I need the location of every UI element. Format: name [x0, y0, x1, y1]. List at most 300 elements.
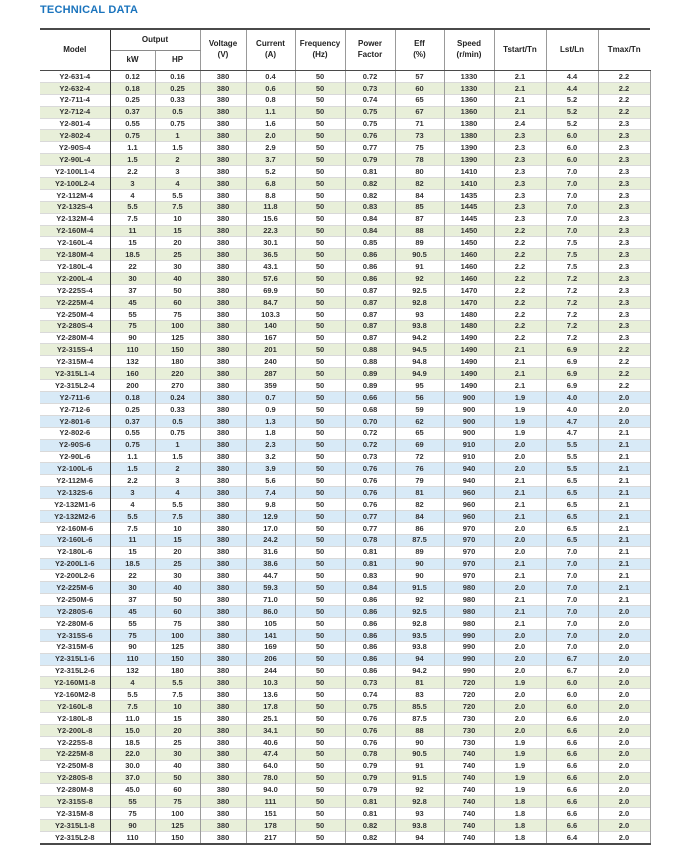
cell-kw: 1.1 — [110, 451, 155, 463]
cell-model: Y2-180M-4 — [40, 249, 110, 261]
cell-eff: 75 — [395, 142, 444, 154]
cell-speed: 1490 — [444, 380, 494, 392]
cell-kw: 160 — [110, 368, 155, 380]
cell-eff: 90 — [395, 558, 444, 570]
cell-speed: 1460 — [444, 273, 494, 285]
cell-kw: 0.55 — [110, 427, 155, 439]
cell-voltage: 380 — [200, 736, 246, 748]
cell-voltage: 380 — [200, 617, 246, 629]
cell-frequency: 50 — [295, 582, 345, 594]
table-row — [40, 403, 650, 415]
cell-current: 201 — [246, 344, 295, 356]
cell-eff: 65 — [395, 94, 444, 106]
cell-hp: 75 — [155, 617, 200, 629]
cell-tmax: 2.0 — [598, 832, 650, 844]
cell-current: 59.3 — [246, 582, 295, 594]
cell-lst: 6.7 — [546, 665, 598, 677]
cell-tmax: 2.3 — [598, 154, 650, 166]
table-row — [40, 439, 650, 451]
cell-frequency: 50 — [295, 475, 345, 487]
table-row — [40, 213, 650, 225]
table-row — [40, 249, 650, 261]
cell-tmax: 2.0 — [598, 665, 650, 677]
cell-current: 206 — [246, 653, 295, 665]
cell-speed: 1480 — [444, 308, 494, 320]
cell-tmax: 2.1 — [598, 510, 650, 522]
cell-tmax: 2.3 — [598, 189, 650, 201]
cell-kw: 11.0 — [110, 713, 155, 725]
cell-eff: 87.5 — [395, 713, 444, 725]
cell-tstart: 2.1 — [494, 606, 546, 618]
cell-tstart: 1.9 — [494, 392, 546, 404]
cell-eff: 86 — [395, 522, 444, 534]
cell-hp: 150 — [155, 653, 200, 665]
cell-lst: 4.7 — [546, 415, 598, 427]
cell-power_factor: 0.76 — [345, 463, 395, 475]
cell-lst: 7.0 — [546, 594, 598, 606]
cell-speed: 990 — [444, 629, 494, 641]
cell-model: Y2-315S-8 — [40, 796, 110, 808]
cell-model: Y2-315L2-4 — [40, 380, 110, 392]
cell-frequency: 50 — [295, 522, 345, 534]
cell-lst: 6.6 — [546, 736, 598, 748]
cell-power_factor: 0.76 — [345, 724, 395, 736]
cell-eff: 93.5 — [395, 629, 444, 641]
cell-tstart: 2.3 — [494, 178, 546, 190]
cell-hp: 40 — [155, 760, 200, 772]
cell-current: 287 — [246, 368, 295, 380]
cell-speed: 970 — [444, 534, 494, 546]
cell-tstart: 2.1 — [494, 617, 546, 629]
cell-voltage: 380 — [200, 249, 246, 261]
cell-current: 0.6 — [246, 82, 295, 94]
table-row — [40, 629, 650, 641]
table-row — [40, 594, 650, 606]
cell-lst: 6.5 — [546, 475, 598, 487]
cell-speed: 1445 — [444, 201, 494, 213]
table-row — [40, 760, 650, 772]
cell-kw: 22 — [110, 261, 155, 273]
cell-model: Y2-225S-4 — [40, 285, 110, 297]
cell-power_factor: 0.76 — [345, 475, 395, 487]
cell-model: Y2-315M-4 — [40, 356, 110, 368]
cell-current: 6.8 — [246, 178, 295, 190]
cell-current: 44.7 — [246, 570, 295, 582]
cell-frequency: 50 — [295, 118, 345, 130]
cell-frequency: 50 — [295, 392, 345, 404]
cell-model: Y2-280S-4 — [40, 320, 110, 332]
col-header-voltage-line1: Voltage — [208, 39, 238, 49]
table-row — [40, 237, 650, 249]
cell-lst: 7.0 — [546, 641, 598, 653]
col-header-voltage-line2: (V) — [217, 50, 229, 59]
cell-frequency: 50 — [295, 368, 345, 380]
table-row — [40, 510, 650, 522]
cell-current: 0.8 — [246, 94, 295, 106]
cell-speed: 740 — [444, 832, 494, 844]
cell-eff: 83 — [395, 689, 444, 701]
cell-kw: 0.55 — [110, 118, 155, 130]
cell-model: Y2-160M1-8 — [40, 677, 110, 689]
cell-tmax: 2.1 — [598, 451, 650, 463]
cell-model: Y2-180L-4 — [40, 261, 110, 273]
cell-frequency: 50 — [295, 213, 345, 225]
cell-current: 17.0 — [246, 522, 295, 534]
cell-current: 2.9 — [246, 142, 295, 154]
cell-eff: 78 — [395, 154, 444, 166]
cell-current: 9.8 — [246, 499, 295, 511]
cell-power_factor: 0.81 — [345, 808, 395, 820]
cell-current: 24.2 — [246, 534, 295, 546]
cell-current: 43.1 — [246, 261, 295, 273]
cell-model: Y2-250M-6 — [40, 594, 110, 606]
cell-tmax: 2.2 — [598, 106, 650, 118]
cell-hp: 20 — [155, 237, 200, 249]
cell-kw: 0.75 — [110, 130, 155, 142]
cell-tmax: 2.2 — [598, 356, 650, 368]
cell-eff: 90 — [395, 570, 444, 582]
cell-speed: 990 — [444, 641, 494, 653]
cell-model: Y2-90L-6 — [40, 451, 110, 463]
cell-tstart: 2.0 — [494, 724, 546, 736]
cell-kw: 22.0 — [110, 748, 155, 760]
cell-power_factor: 0.84 — [345, 582, 395, 594]
cell-power_factor: 0.77 — [345, 522, 395, 534]
cell-lst: 7.5 — [546, 261, 598, 273]
cell-frequency: 50 — [295, 439, 345, 451]
cell-lst: 7.0 — [546, 617, 598, 629]
cell-kw: 15.0 — [110, 724, 155, 736]
cell-tstart: 2.1 — [494, 570, 546, 582]
cell-model: Y2-315L1-4 — [40, 368, 110, 380]
cell-power_factor: 0.76 — [345, 130, 395, 142]
cell-power_factor: 0.76 — [345, 736, 395, 748]
cell-lst: 6.6 — [546, 784, 598, 796]
cell-current: 8.8 — [246, 189, 295, 201]
table-row — [40, 380, 650, 392]
col-header-frequency-line2: (Hz) — [312, 50, 328, 59]
cell-speed: 730 — [444, 724, 494, 736]
cell-eff: 73 — [395, 130, 444, 142]
cell-speed: 990 — [444, 665, 494, 677]
cell-speed: 980 — [444, 617, 494, 629]
cell-hp: 60 — [155, 296, 200, 308]
cell-lst: 7.0 — [546, 166, 598, 178]
col-header-output-label: Output — [141, 34, 169, 44]
table-row — [40, 392, 650, 404]
cell-frequency: 50 — [295, 665, 345, 677]
cell-hp: 25 — [155, 558, 200, 570]
cell-hp: 125 — [155, 332, 200, 344]
cell-hp: 3 — [155, 475, 200, 487]
col-header-speed-line1: Speed — [456, 39, 481, 49]
cell-tstart: 1.9 — [494, 736, 546, 748]
cell-lst: 7.0 — [546, 178, 598, 190]
cell-model: Y2-250M-4 — [40, 308, 110, 320]
cell-power_factor: 0.72 — [345, 71, 395, 83]
cell-model: Y2-132M1-6 — [40, 499, 110, 511]
cell-lst: 6.9 — [546, 344, 598, 356]
cell-power_factor: 0.86 — [345, 606, 395, 618]
table-row — [40, 808, 650, 820]
cell-eff: 72 — [395, 451, 444, 463]
cell-power_factor: 0.75 — [345, 118, 395, 130]
cell-speed: 940 — [444, 475, 494, 487]
cell-model: Y2-315M-6 — [40, 641, 110, 653]
cell-frequency: 50 — [295, 808, 345, 820]
cell-kw: 7.5 — [110, 213, 155, 225]
cell-tstart: 2.0 — [494, 653, 546, 665]
cell-speed: 1360 — [444, 94, 494, 106]
cell-kw: 5.5 — [110, 201, 155, 213]
cell-eff: 94.2 — [395, 332, 444, 344]
cell-current: 0.9 — [246, 403, 295, 415]
table-row — [40, 118, 650, 130]
cell-hp: 180 — [155, 356, 200, 368]
cell-lst: 4.0 — [546, 392, 598, 404]
cell-eff: 90.5 — [395, 249, 444, 261]
cell-power_factor: 0.86 — [345, 273, 395, 285]
cell-frequency: 50 — [295, 689, 345, 701]
cell-frequency: 50 — [295, 142, 345, 154]
cell-power_factor: 0.87 — [345, 332, 395, 344]
table-header — [40, 29, 650, 71]
cell-tmax: 2.2 — [598, 344, 650, 356]
cell-tstart: 2.2 — [494, 308, 546, 320]
cell-current: 0.4 — [246, 71, 295, 83]
table-row — [40, 665, 650, 677]
cell-lst: 6.6 — [546, 772, 598, 784]
cell-hp: 7.5 — [155, 689, 200, 701]
cell-speed: 1470 — [444, 285, 494, 297]
cell-tmax: 2.0 — [598, 760, 650, 772]
cell-frequency: 50 — [295, 178, 345, 190]
cell-current: 169 — [246, 641, 295, 653]
cell-voltage: 380 — [200, 713, 246, 725]
cell-model: Y2-160L-4 — [40, 237, 110, 249]
cell-kw: 90 — [110, 820, 155, 832]
cell-current: 5.6 — [246, 475, 295, 487]
cell-tmax: 2.1 — [598, 475, 650, 487]
cell-voltage: 380 — [200, 475, 246, 487]
table-row — [40, 320, 650, 332]
cell-tstart: 2.3 — [494, 213, 546, 225]
cell-current: 244 — [246, 665, 295, 677]
col-header-current-line2: (A) — [264, 50, 277, 59]
cell-frequency: 50 — [295, 94, 345, 106]
cell-tstart: 1.8 — [494, 832, 546, 844]
cell-power_factor: 0.86 — [345, 665, 395, 677]
cell-lst: 5.5 — [546, 463, 598, 475]
table-row — [40, 415, 650, 427]
col-header-speed — [444, 29, 494, 71]
cell-tstart: 1.9 — [494, 772, 546, 784]
cell-hp: 15 — [155, 713, 200, 725]
cell-eff: 91.5 — [395, 582, 444, 594]
cell-kw: 7.5 — [110, 522, 155, 534]
cell-eff: 89 — [395, 237, 444, 249]
cell-power_factor: 0.79 — [345, 760, 395, 772]
cell-hp: 10 — [155, 701, 200, 713]
cell-speed: 740 — [444, 760, 494, 772]
cell-speed: 1490 — [444, 368, 494, 380]
cell-eff: 95 — [395, 380, 444, 392]
cell-frequency: 50 — [295, 570, 345, 582]
cell-tmax: 2.1 — [598, 546, 650, 558]
table-row — [40, 796, 650, 808]
cell-current: 64.0 — [246, 760, 295, 772]
cell-kw: 37 — [110, 285, 155, 297]
cell-tmax: 2.0 — [598, 820, 650, 832]
cell-tmax: 2.2 — [598, 82, 650, 94]
cell-speed: 1480 — [444, 320, 494, 332]
cell-hp: 180 — [155, 665, 200, 677]
cell-tstart: 2.3 — [494, 154, 546, 166]
cell-tmax: 2.2 — [598, 94, 650, 106]
cell-eff: 85 — [395, 201, 444, 213]
cell-tstart: 1.9 — [494, 427, 546, 439]
cell-frequency: 50 — [295, 677, 345, 689]
cell-model: Y2-315L1-6 — [40, 653, 110, 665]
table-row — [40, 772, 650, 784]
cell-lst: 7.2 — [546, 285, 598, 297]
cell-frequency: 50 — [295, 356, 345, 368]
cell-lst: 7.0 — [546, 606, 598, 618]
col-header-model — [40, 29, 110, 71]
cell-lst: 7.5 — [546, 237, 598, 249]
cell-voltage: 380 — [200, 522, 246, 534]
cell-power_factor: 0.79 — [345, 154, 395, 166]
cell-speed: 740 — [444, 820, 494, 832]
table-row — [40, 677, 650, 689]
col-header-power-factor — [345, 29, 395, 71]
cell-kw: 5.5 — [110, 689, 155, 701]
cell-model: Y2-132M-4 — [40, 213, 110, 225]
cell-voltage: 380 — [200, 273, 246, 285]
table-row — [40, 522, 650, 534]
cell-eff: 62 — [395, 415, 444, 427]
table-row — [40, 356, 650, 368]
cell-hp: 15 — [155, 225, 200, 237]
cell-power_factor: 0.66 — [345, 392, 395, 404]
cell-eff: 93 — [395, 808, 444, 820]
cell-eff: 87 — [395, 213, 444, 225]
cell-lst: 5.5 — [546, 451, 598, 463]
cell-frequency: 50 — [295, 499, 345, 511]
cell-speed: 1490 — [444, 332, 494, 344]
cell-speed: 720 — [444, 677, 494, 689]
col-header-tstart — [494, 29, 546, 71]
cell-eff: 69 — [395, 439, 444, 451]
col-header-eff — [395, 29, 444, 71]
table-row — [40, 261, 650, 273]
cell-model: Y2-315M-8 — [40, 808, 110, 820]
cell-kw: 55 — [110, 617, 155, 629]
cell-model: Y2-711-4 — [40, 94, 110, 106]
cell-tstart: 2.1 — [494, 344, 546, 356]
cell-power_factor: 0.81 — [345, 546, 395, 558]
cell-eff: 92.8 — [395, 796, 444, 808]
cell-model: Y2-280M-4 — [40, 332, 110, 344]
cell-speed: 900 — [444, 427, 494, 439]
table-row — [40, 368, 650, 380]
cell-voltage: 380 — [200, 724, 246, 736]
cell-speed: 970 — [444, 570, 494, 582]
cell-kw: 4 — [110, 499, 155, 511]
cell-hp: 0.24 — [155, 392, 200, 404]
cell-power_factor: 0.75 — [345, 701, 395, 713]
table-row — [40, 427, 650, 439]
cell-voltage: 380 — [200, 213, 246, 225]
cell-speed: 910 — [444, 451, 494, 463]
cell-eff: 79 — [395, 475, 444, 487]
cell-voltage: 380 — [200, 130, 246, 142]
cell-eff: 92 — [395, 784, 444, 796]
table-row — [40, 713, 650, 725]
cell-hp: 0.33 — [155, 94, 200, 106]
cell-hp: 3 — [155, 166, 200, 178]
cell-current: 69.9 — [246, 285, 295, 297]
cell-current: 17.8 — [246, 701, 295, 713]
cell-hp: 30 — [155, 570, 200, 582]
cell-speed: 740 — [444, 784, 494, 796]
table-row — [40, 487, 650, 499]
cell-tstart: 2.2 — [494, 296, 546, 308]
cell-lst: 7.2 — [546, 320, 598, 332]
cell-voltage: 380 — [200, 392, 246, 404]
cell-tmax: 2.0 — [598, 653, 650, 665]
cell-lst: 7.0 — [546, 558, 598, 570]
cell-model: Y2-132S-4 — [40, 201, 110, 213]
cell-frequency: 50 — [295, 154, 345, 166]
cell-tmax: 2.1 — [598, 558, 650, 570]
cell-current: 86.0 — [246, 606, 295, 618]
cell-tstart: 2.0 — [494, 463, 546, 475]
cell-kw: 18.5 — [110, 249, 155, 261]
cell-voltage: 380 — [200, 570, 246, 582]
cell-lst: 4.4 — [546, 71, 598, 83]
cell-tmax: 2.0 — [598, 606, 650, 618]
cell-model: Y2-90S-6 — [40, 439, 110, 451]
cell-lst: 6.6 — [546, 808, 598, 820]
cell-tmax: 2.0 — [598, 772, 650, 784]
cell-tmax: 2.3 — [598, 296, 650, 308]
cell-eff: 87.5 — [395, 534, 444, 546]
cell-current: 2.0 — [246, 130, 295, 142]
cell-speed: 980 — [444, 594, 494, 606]
cell-kw: 75 — [110, 629, 155, 641]
cell-model: Y2-200L2-6 — [40, 570, 110, 582]
cell-kw: 15 — [110, 237, 155, 249]
cell-lst: 6.6 — [546, 724, 598, 736]
cell-voltage: 380 — [200, 261, 246, 273]
cell-frequency: 50 — [295, 380, 345, 392]
cell-kw: 4 — [110, 189, 155, 201]
cell-tmax: 2.0 — [598, 784, 650, 796]
cell-speed: 1490 — [444, 356, 494, 368]
cell-power_factor: 0.87 — [345, 285, 395, 297]
cell-model: Y2-802-6 — [40, 427, 110, 439]
cell-hp: 100 — [155, 629, 200, 641]
cell-voltage: 380 — [200, 499, 246, 511]
cell-frequency: 50 — [295, 308, 345, 320]
cell-lst: 6.9 — [546, 356, 598, 368]
cell-kw: 110 — [110, 344, 155, 356]
cell-voltage: 380 — [200, 427, 246, 439]
cell-speed: 720 — [444, 689, 494, 701]
col-header-tmax-label: Tmax/Tn — [607, 44, 641, 54]
cell-lst: 4.4 — [546, 82, 598, 94]
